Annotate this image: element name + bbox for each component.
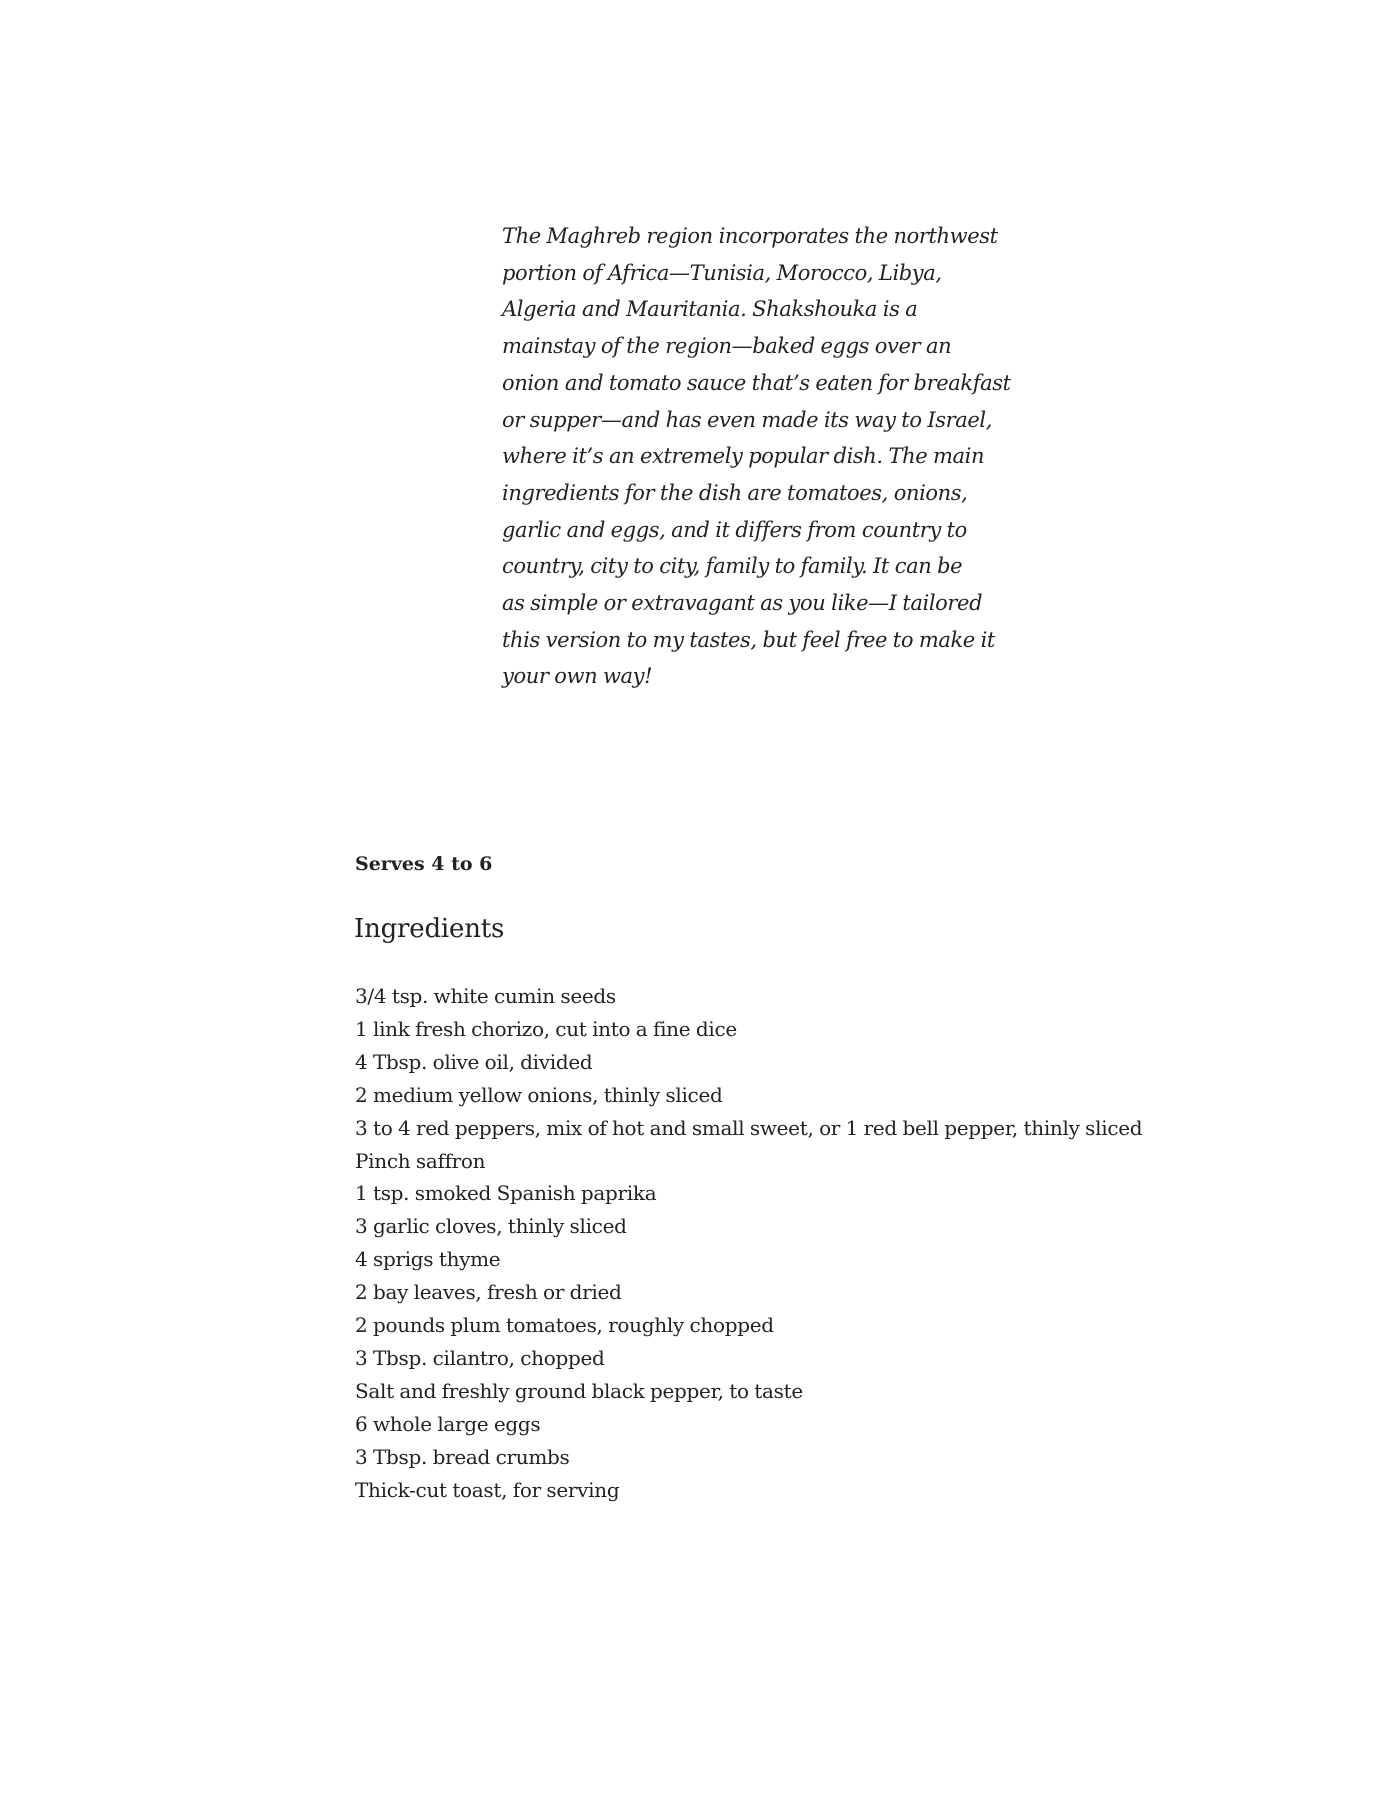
intro-line: The Maghreb region incorporates the northwest: [502, 224, 998, 248]
intro-line: onion and tomato sauce that’s eaten for breakfast: [502, 370, 1011, 395]
ingredient-item: 2 pounds plum tomatoes, roughly chopped: [355, 1313, 774, 1338]
serves-label: Serves 4 to 6: [355, 853, 493, 875]
intro-line: ingredients for the dish are tomatoes, onions,: [502, 480, 968, 505]
ingredient-item: 3 Tbsp. cilantro, chopped: [355, 1345, 605, 1370]
ingredient-item: 2 medium yellow onions, thinly sliced: [355, 1082, 723, 1107]
ingredient-item: 2 bay leaves, fresh or dried: [355, 1280, 622, 1305]
ingredient-item: 3 garlic cloves, thinly sliced: [355, 1214, 627, 1239]
intro-line: country, city to city, family to family. It can be: [502, 554, 963, 579]
ingredient-item: 6 whole large eggs: [355, 1411, 541, 1436]
ingredient-item: 1 tsp. smoked Spanish paprika: [355, 1181, 657, 1206]
ingredient-item: 3/4 tsp. white cumin seeds: [355, 984, 616, 1008]
intro-line: mainstay of the region—baked eggs over an: [502, 334, 952, 359]
ingredient-item: Pinch saffron: [355, 1148, 486, 1173]
ingredients-heading: Ingredients: [354, 914, 505, 944]
ingredient-item: 1 link fresh chorizo, cut into a fine dice: [355, 1016, 737, 1041]
ingredient-item: 3 Tbsp. bread crumbs: [355, 1444, 570, 1469]
intro-line: where it’s an extremely popular dish. The main: [502, 444, 985, 469]
intro-paragraph: [502, 218, 1062, 695]
ingredient-item: 3 to 4 red peppers, mix of hot and small sweet, or 1 red bell pepper, thinly sliced: [355, 1115, 1143, 1140]
intro-line: this version to my tastes, but feel free to make it: [502, 627, 995, 652]
intro-line: portion of Africa—Tunisia, Morocco, Libya,: [502, 260, 942, 285]
ingredients-list: [355, 980, 1255, 1507]
intro-line: garlic and eggs, and it differs from country to: [502, 517, 967, 542]
intro-line: as simple or extravagant as you like—I tailored: [502, 591, 983, 616]
ingredient-item: Thick-cut toast, for serving: [355, 1477, 620, 1502]
intro-line: or supper—and has even made its way to Israel,: [502, 407, 993, 432]
intro-line: your own way!: [502, 664, 653, 689]
ingredient-item: Salt and freshly ground black pepper, to taste: [355, 1378, 803, 1403]
ingredient-item: 4 sprigs thyme: [355, 1247, 501, 1272]
intro-line: Algeria and Mauritania. Shakshouka is a: [502, 297, 918, 322]
ingredient-item: 4 Tbsp. olive oil, divided: [355, 1049, 593, 1074]
